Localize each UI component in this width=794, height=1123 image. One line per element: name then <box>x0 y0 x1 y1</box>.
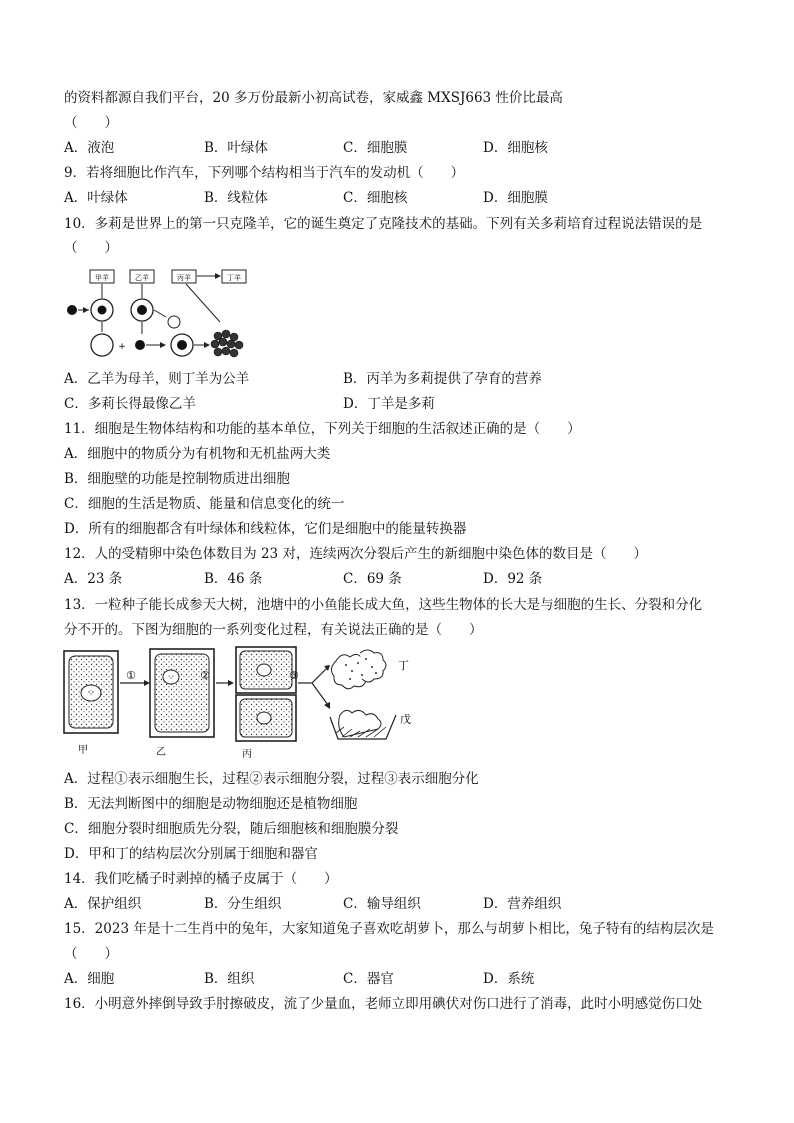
q14-stem: 14．我们吃橘子时剥掉的橘子皮属于（ ） <box>64 871 338 887</box>
q13-option-b: B．无法判断图中的细胞是动物细胞还是植物细胞 <box>64 796 358 812</box>
q13-option-d: D．甲和丁的结构层次分别属于细胞和器官 <box>64 846 318 862</box>
q11-stem: 11．细胞是生物体结构和功能的基本单位，下列关于细胞的生活叙述正确的是（ ） <box>64 421 581 437</box>
q9-option-a: A．叶绿体 <box>64 190 128 206</box>
q15-option-a: A．细胞 <box>64 971 115 987</box>
q10-option-c: C．多莉长得最像乙羊 <box>64 396 196 412</box>
q10-option-a: A．乙羊为母羊，则丁羊为公羊 <box>64 371 250 387</box>
q10-label-b: 乙羊 <box>135 274 149 282</box>
q12-option-a: A．23 条 <box>64 571 123 587</box>
q12-stem: 12．人的受精卵中染色体数目为 23 对，连续两次分裂后产生的新细胞中染色体的数目是（ ） <box>64 546 647 562</box>
q9-option-d: D．细胞膜 <box>483 190 548 206</box>
q10-label-d: 丁羊 <box>227 274 241 282</box>
q13-option-c: C．细胞分裂时细胞质先分裂，随后细胞核和细胞膜分裂 <box>64 821 399 837</box>
q13-step-2: ② <box>200 669 210 682</box>
q9-stem: 9．若将细胞比作汽车，下列哪个结构相当于汽车的发动机（ ） <box>64 165 465 181</box>
q14-option-b: B．分生组织 <box>204 896 282 912</box>
q11-option-d: D．所有的细胞都含有叶绿体和线粒体，它们是细胞中的能量转换器 <box>64 521 467 537</box>
q10-option-d: D．丁羊是多莉 <box>343 396 435 412</box>
q16-stem: 16．小明意外摔倒导致手肘擦破皮，流了少量血，老师立即用碘伏对伤口进行了消毒，此时小明感觉伤口处 <box>64 996 703 1012</box>
q15-paren: （ ） <box>64 946 118 962</box>
q8-option-a: A．液泡 <box>64 140 115 156</box>
q8-option-b: B．叶绿体 <box>204 140 268 156</box>
q9-option-c: C．细胞核 <box>343 190 408 206</box>
header-text: 的资料都源自我们平台，20 多万份最新小初高试卷，家威鑫 MXSJ663 性价比最高 <box>64 90 563 106</box>
q10-label-a: 甲羊 <box>95 274 109 282</box>
q13-stem-line1: 13．一粒种子能长成参天大树，池塘中的小鱼能长成大鱼，这些生物体的长大是与细胞的生长、分裂和分化 <box>64 597 703 613</box>
q13-option-a: A．过程①表示细胞生长，过程②表示细胞分裂，过程③表示细胞分化 <box>64 771 479 787</box>
q13-stem-line2: 分不开的。下图为细胞的一系列变化过程，有关说法正确的是（ ） <box>64 622 483 638</box>
q8-option-c: C．细胞膜 <box>343 140 408 156</box>
q13-step-3: ③ <box>289 669 299 682</box>
q11-option-b: B．细胞壁的功能是控制物质进出细胞 <box>64 471 290 487</box>
q13-label-ding: 丁 <box>398 659 409 672</box>
q10-stem: 10．多莉是世界上的第一只克隆羊，它的诞生奠定了克隆技术的基础。下列有关多莉培育过程说法错误的是 <box>64 216 703 232</box>
q13-cell-change-figure <box>60 643 420 767</box>
q10-cloning-figure <box>60 262 260 366</box>
q10-paren: （ ） <box>64 240 118 256</box>
svg-text:+: + <box>118 342 126 352</box>
q10-label-c: 丙羊 <box>177 274 191 282</box>
q9-option-b: B．线粒体 <box>204 190 268 206</box>
q13-label-bing: 丙 <box>242 749 252 760</box>
q10-option-b: B．丙羊为多莉提供了孕育的营养 <box>343 371 542 387</box>
q15-stem: 15．2023 年是十二生肖中的兔年，大家知道兔子喜欢吃胡萝卜，那么与胡萝卜相比，兔子特有的结构层次是 <box>64 921 714 937</box>
q14-option-c: C．输导组织 <box>343 896 421 912</box>
q11-option-c: C．细胞的生活是物质、能量和信息变化的统一 <box>64 496 345 512</box>
q15-option-c: C．器官 <box>343 971 394 987</box>
q13-label-jia: 甲 <box>78 745 88 756</box>
q12-option-c: C．69 条 <box>343 571 402 587</box>
q13-label-yi: 乙 <box>156 747 166 758</box>
q12-option-b: B．46 条 <box>204 571 263 587</box>
q15-option-b: B．组织 <box>204 971 255 987</box>
q8-paren: （ ） <box>64 115 118 131</box>
q13-step-1: ① <box>126 669 136 682</box>
q14-option-d: D．营养组织 <box>483 896 562 912</box>
q8-option-d: D．细胞核 <box>483 140 548 156</box>
q12-option-d: D．92 条 <box>483 571 543 587</box>
q13-label-wu: 戊 <box>400 713 411 726</box>
q14-option-a: A．保护组织 <box>64 896 142 912</box>
q11-option-a: A．细胞中的物质分为有机物和无机盐两大类 <box>64 446 331 462</box>
q15-option-d: D．系统 <box>483 971 535 987</box>
